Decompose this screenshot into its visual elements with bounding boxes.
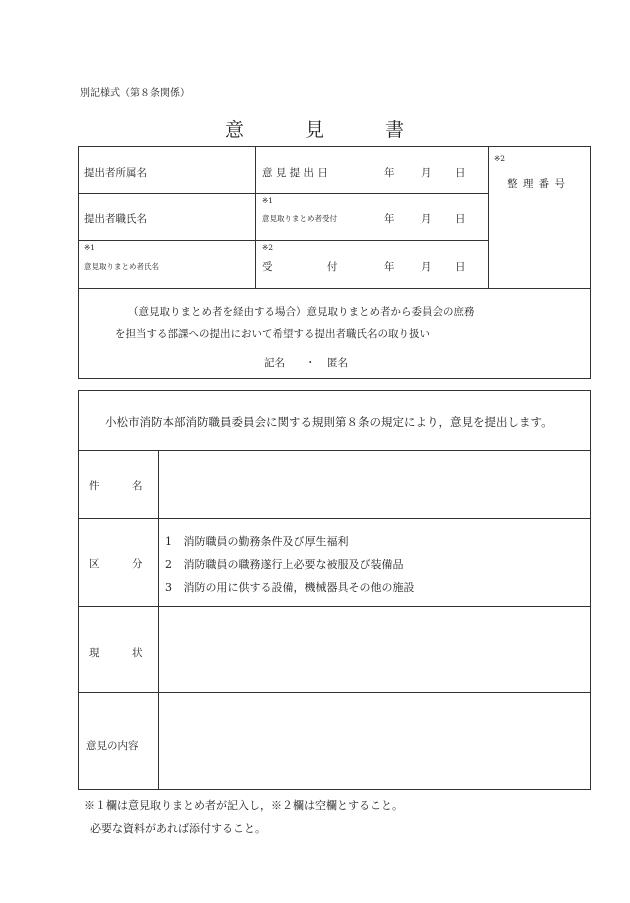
submission-date-label: 意 見 提 出 日: [262, 167, 328, 179]
submitter-name-label: 提出者職氏名: [84, 213, 147, 225]
divider: [255, 146, 256, 288]
form-label: 別記様式（第８条関係）: [80, 88, 190, 99]
option-named: 記名: [264, 357, 285, 369]
compiler-name-mark: ※1: [84, 243, 96, 252]
reception-label-2: 付: [327, 261, 338, 273]
reception-mark: ※2: [262, 243, 274, 252]
submitter-affiliation-label: 提出者所属名: [84, 167, 147, 179]
month-unit: 月: [421, 167, 432, 179]
year-unit: 年: [384, 167, 395, 179]
status-label-2: 状: [132, 647, 143, 659]
category-option-3[interactable]: [165, 579, 415, 595]
option-anonymous: 匿名: [327, 357, 348, 369]
footnote-2: 必要な資料があれば添付すること。: [90, 822, 266, 835]
handling-line-2: を担当する部課への提出において希望する提出者職氏名の取り扱い: [115, 328, 430, 340]
status-field[interactable]: [160, 608, 589, 690]
subject-label-1: 件: [89, 480, 100, 492]
category-number: 1: [165, 535, 172, 548]
compiler-name-label: 意見取りまとめ者氏名: [84, 262, 159, 271]
day-unit: 日: [455, 261, 466, 273]
category-text: 消防職員の職務遂行上必要な被服及び装備品: [183, 558, 404, 571]
opinion-label: 意見の内容: [86, 740, 139, 752]
option-separator: ・: [305, 357, 316, 369]
submission-notice: 小松市消防本部消防職員委員会に関する規則第８条の規定により，意見を提出します。: [105, 415, 553, 429]
category-text: 消防職員の勤務条件及び厚生福利: [183, 535, 349, 548]
month-unit: 月: [421, 261, 432, 273]
handling-line-1: （意見取りまとめ者を経由する場合）意見取りまとめ者から委員会の庶務: [128, 306, 475, 318]
ref-number-label: 整 理 番 号: [507, 178, 567, 190]
category-number: 2: [165, 558, 172, 571]
ref-number-mark: ※2: [494, 154, 506, 163]
title-char-3: 書: [385, 119, 406, 141]
divider: [78, 518, 591, 519]
title-char-1: 意: [224, 119, 245, 141]
title-char-2: 見: [304, 119, 325, 141]
category-number: 3: [165, 581, 172, 594]
reception-label-1: 受: [262, 261, 273, 273]
day-unit: 日: [455, 167, 466, 179]
divider: [158, 450, 159, 790]
divider: [78, 240, 488, 241]
year-unit: 年: [384, 261, 395, 273]
divider: [78, 692, 591, 693]
divider: [78, 288, 591, 289]
category-text: 消防の用に供する設備，機械器具その他の施設: [183, 581, 415, 594]
divider: [78, 193, 488, 194]
footnote-1: ※１欄は意見取りまとめ者が記入し，※２欄は空欄とすること。: [84, 799, 403, 812]
divider: [78, 606, 591, 607]
day-unit: 日: [455, 213, 466, 225]
category-option-1[interactable]: [165, 533, 349, 549]
divider: [488, 146, 489, 288]
opinion-field[interactable]: [160, 694, 589, 788]
subject-field[interactable]: [160, 452, 589, 516]
month-unit: 月: [421, 213, 432, 225]
status-label-1: 現: [89, 647, 100, 659]
subject-label-2: 名: [132, 480, 143, 492]
divider: [78, 450, 591, 451]
receipt-mark: ※1: [262, 196, 274, 205]
category-label-1: 区: [89, 558, 100, 570]
year-unit: 年: [384, 213, 395, 225]
receipt-by-compiler-label: 意見取りまとめ者受付: [262, 214, 337, 223]
page-title: [0, 115, 630, 142]
category-option-2[interactable]: [165, 556, 404, 572]
category-label-2: 分: [132, 558, 143, 570]
